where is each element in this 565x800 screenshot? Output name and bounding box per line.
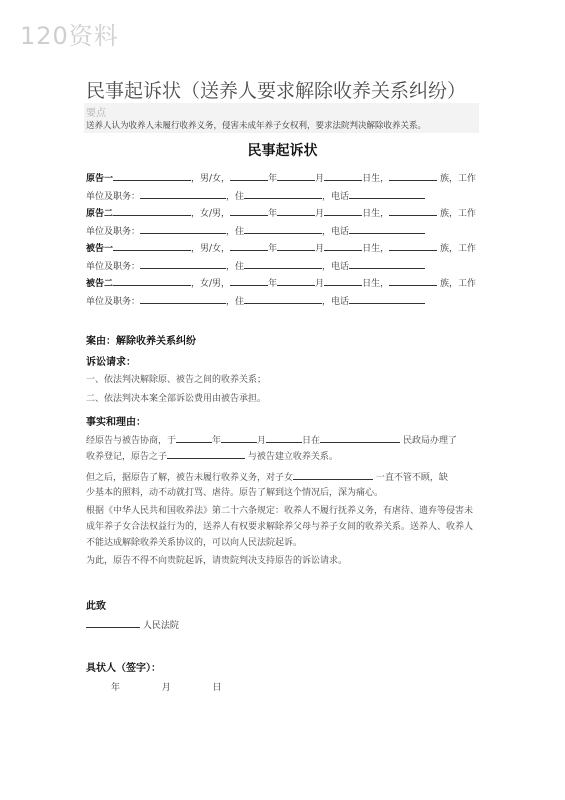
party-label: 年 bbox=[268, 244, 278, 254]
facts-text: 经原告与被告协商，于 bbox=[86, 436, 177, 446]
party-label: ，电话 bbox=[322, 297, 350, 307]
blank-field[interactable] bbox=[140, 188, 226, 199]
blank-field[interactable] bbox=[320, 432, 400, 443]
facts-text: 日在 bbox=[302, 436, 321, 446]
blank-field[interactable] bbox=[324, 240, 362, 251]
party-label: 单位及职务： bbox=[86, 262, 141, 272]
party-label: 月 bbox=[315, 209, 325, 219]
blank-field[interactable] bbox=[389, 240, 437, 251]
blank-field[interactable] bbox=[86, 617, 140, 628]
date-year: 年 bbox=[111, 683, 121, 693]
watermark: 120资料 bbox=[20, 22, 119, 50]
facts-paragraph-1-line-2 bbox=[86, 448, 481, 465]
blank-field[interactable] bbox=[389, 205, 437, 216]
party-block bbox=[86, 275, 476, 311]
blank-field[interactable] bbox=[140, 293, 226, 304]
party-line-2 bbox=[86, 223, 476, 241]
date-day: 日 bbox=[212, 683, 222, 693]
facts-text: 年 bbox=[212, 436, 222, 446]
facts-paragraph-2-line-2: 少基本的照料，动不动就打骂、虐待。原告了解到这个情况后，深为痛心。 bbox=[86, 488, 384, 498]
blank-field[interactable] bbox=[176, 432, 212, 443]
party-label: ，电话 bbox=[322, 227, 350, 237]
blank-field[interactable] bbox=[113, 240, 191, 251]
facts-text: 月 bbox=[257, 436, 267, 446]
facts-paragraph-3: 根据《中华人民共和国收养法》第二十六条规定：收养人不履行抚养义务，有虐待、遗弃等侵害未成年养子女合法权益行为的，送养人有权要求解除养父母与养子女间的收养关系。送养人、收养人不能达成解除收养关系协议的，可以向人民法院起诉。 bbox=[86, 506, 474, 548]
party-label: 单位及职务： bbox=[86, 227, 141, 237]
party-role: 被告一 bbox=[86, 244, 114, 254]
party-label: 族，工作 bbox=[437, 279, 476, 289]
blank-field[interactable] bbox=[230, 170, 268, 181]
blank-field[interactable] bbox=[140, 223, 226, 234]
party-label: 年 bbox=[268, 209, 278, 219]
facts-heading: 事实和理由： bbox=[86, 417, 146, 428]
party-line-1 bbox=[86, 240, 476, 258]
blank-field[interactable] bbox=[324, 275, 362, 286]
blank-field[interactable] bbox=[277, 205, 315, 216]
party-label: ，住 bbox=[226, 192, 245, 202]
party-label: 族，工作 bbox=[437, 174, 476, 184]
blank-field[interactable] bbox=[230, 240, 268, 251]
document-title: 民事起诉状（送养人要求解除收养关系纠纷） bbox=[86, 80, 467, 102]
blank-field[interactable] bbox=[244, 293, 322, 304]
keypoints-box bbox=[84, 103, 479, 133]
party-label: ，电话 bbox=[322, 192, 350, 202]
party-label: 日生， bbox=[362, 174, 390, 184]
party-label: 月 bbox=[315, 279, 325, 289]
blank-field[interactable] bbox=[349, 258, 425, 269]
party-label: 族，工作 bbox=[437, 209, 476, 219]
party-label: 年 bbox=[268, 279, 278, 289]
blank-field[interactable] bbox=[140, 258, 226, 269]
party-line-2 bbox=[86, 293, 476, 311]
facts-paragraph-4: 为此，原告不得不向贵院起诉，请贵院判决支持原告的诉讼请求。 bbox=[86, 556, 348, 566]
party-line-1 bbox=[86, 170, 476, 188]
blank-field[interactable] bbox=[293, 469, 373, 480]
party-label: ，住 bbox=[226, 297, 245, 307]
keypoints-label: 要点 bbox=[86, 108, 106, 119]
blank-field[interactable] bbox=[277, 240, 315, 251]
party-block bbox=[86, 205, 476, 241]
blank-field[interactable] bbox=[167, 448, 245, 459]
party-line-2 bbox=[86, 188, 476, 206]
party-gender: ，女/男， bbox=[191, 209, 231, 219]
party-block bbox=[86, 170, 476, 206]
party-block bbox=[86, 240, 476, 276]
party-label: ，住 bbox=[226, 262, 245, 272]
blank-field[interactable] bbox=[266, 432, 302, 443]
facts-text: 但之后，据原告了解，被告未履行收养义务，对子女 bbox=[86, 473, 294, 483]
blank-field[interactable] bbox=[349, 293, 425, 304]
party-label: 单位及职务： bbox=[86, 192, 141, 202]
blank-field[interactable] bbox=[230, 205, 268, 216]
facts-text: 一直不管不顾，缺 bbox=[375, 473, 448, 483]
party-label: 日生， bbox=[362, 279, 390, 289]
case-cause: 案由：解除收养关系纠纷 bbox=[86, 336, 196, 347]
blank-field[interactable] bbox=[230, 275, 268, 286]
blank-field[interactable] bbox=[244, 188, 322, 199]
party-label: ，住 bbox=[226, 227, 245, 237]
claims-heading: 诉讼请求： bbox=[86, 357, 136, 368]
blank-field[interactable] bbox=[389, 170, 437, 181]
party-role: 被告二 bbox=[86, 279, 114, 289]
blank-field[interactable] bbox=[389, 275, 437, 286]
blank-field[interactable] bbox=[277, 275, 315, 286]
signer-label: 具状人（签字）： bbox=[86, 663, 161, 674]
party-line-1 bbox=[86, 275, 476, 293]
blank-field[interactable] bbox=[324, 170, 362, 181]
party-label: 月 bbox=[315, 174, 325, 184]
date-month: 月 bbox=[161, 683, 171, 693]
party-gender: ，男/女， bbox=[191, 244, 231, 254]
facts-text: 收养登记，原告之子 bbox=[86, 452, 168, 462]
blank-field[interactable] bbox=[113, 170, 191, 181]
closing-to: 此致 bbox=[86, 601, 106, 612]
party-role: 原告二 bbox=[86, 209, 114, 219]
court-line bbox=[86, 617, 179, 631]
facts-paragraph-2-line-1 bbox=[86, 469, 481, 486]
party-label: 单位及职务： bbox=[86, 297, 141, 307]
blank-field[interactable] bbox=[113, 275, 191, 286]
blank-field[interactable] bbox=[349, 188, 425, 199]
party-label: 日生， bbox=[362, 209, 390, 219]
court-label: 人民法院 bbox=[142, 621, 179, 631]
party-role: 原告一 bbox=[86, 174, 114, 184]
blank-field[interactable] bbox=[221, 432, 257, 443]
party-label: 族，工作 bbox=[437, 244, 476, 254]
party-label: ，电话 bbox=[322, 262, 350, 272]
blank-field[interactable] bbox=[244, 223, 322, 234]
party-gender: ，男/女， bbox=[191, 174, 231, 184]
date-line bbox=[111, 680, 222, 693]
party-label: 年 bbox=[268, 174, 278, 184]
party-line-1 bbox=[86, 205, 476, 223]
blank-field[interactable] bbox=[349, 223, 425, 234]
blank-field[interactable] bbox=[277, 170, 315, 181]
facts-paragraph-1-line-1 bbox=[86, 432, 481, 449]
facts-text: 与被告建立收养关系。 bbox=[247, 452, 338, 462]
blank-field[interactable] bbox=[113, 205, 191, 216]
party-gender: ，女/男， bbox=[191, 279, 231, 289]
keypoints-text: 送养人认为收养人未履行收养义务，侵害未成年养子女权利，要求法院判决解除收养关系。 bbox=[86, 121, 427, 131]
party-line-2 bbox=[86, 258, 476, 276]
blank-field[interactable] bbox=[244, 258, 322, 269]
claim-item: 一、依法判决解除原、被告之间的收养关系； bbox=[86, 375, 267, 385]
party-label: 月 bbox=[315, 244, 325, 254]
facts-text: 民政局办理了 bbox=[402, 436, 457, 446]
blank-field[interactable] bbox=[324, 205, 362, 216]
main-title: 民事起诉状 bbox=[247, 143, 318, 159]
party-label: 日生， bbox=[362, 244, 390, 254]
claim-item: 二、依法判决本案全部诉讼费用由被告承担。 bbox=[86, 394, 267, 404]
